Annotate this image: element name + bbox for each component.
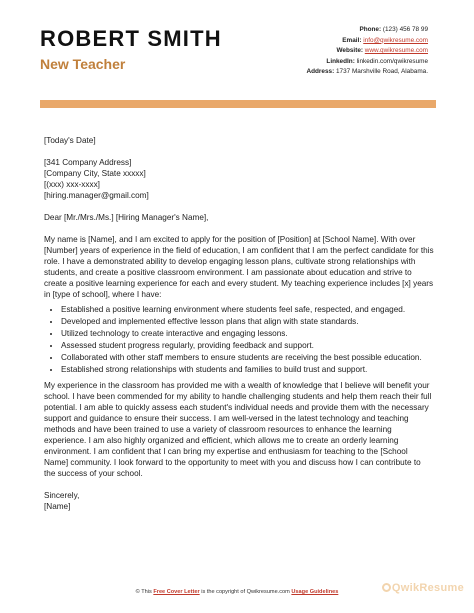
linkedin-label: LinkedIn: <box>326 57 355 65</box>
contact-linkedin <box>248 57 428 68</box>
list-item: • Developed and implemented effective lesson plans that align with state standards. <box>61 316 434 327</box>
free-cover-letter-link[interactable]: Free Cover Letter <box>153 589 200 595</box>
email-label: Email: <box>342 36 362 44</box>
phone-label: Phone: <box>359 26 382 33</box>
contact-phone <box>248 25 428 36</box>
closing-paragraph: My experience in the classroom has provided me with a wealth of knowledge that I believe will benefit your school. I have been commended for my ability to handle challenging students and help them reach their full potential. I am able to quickly assess each student's individual needs and provide them with the necessary support and guidance to ensure their success. I am well-versed in the latest technology and teaching methods and have been trained to use a variety of classroom resources to enhance the learning experience. I am also highly organized and efficient, which allows me to create an orderly learning environment. I am confident that I can bring my expertise and enthusiasm for teaching to the [School Name] community. I look forward to the opportunity to meet with you and discuss how I can contribute to the success of your school. <box>44 381 432 478</box>
letter-date: [Today's Date] <box>44 136 96 145</box>
recipient-line: [(xxx) xxx-xxxx] <box>44 180 100 189</box>
contact-block <box>248 25 428 78</box>
list-item: • Assessed student progress regularly, providing feedback and support. <box>61 340 434 351</box>
brand-watermark <box>382 582 464 594</box>
list-item: • Utilized technology to create interactive and engaging lessons. <box>61 328 434 339</box>
website-label: Website: <box>336 47 363 55</box>
address-value: 1737 Marshville Road, Alabama. <box>335 68 428 76</box>
contact-address <box>248 67 428 78</box>
brand-logo-icon <box>382 583 391 592</box>
signoff: Sincerely, <box>44 491 80 500</box>
intro-paragraph: My name is [Name], and I am excited to apply for the position of [Position] at [School Name]. With over [Number] years of experience in the field of education, I am confident that I am the perfect candidate for this role. I have a demonstrated ability to develop engaging lesson plans, cultivate strong relationships with students, and create a positive classroom environment. I am passionate about education and strive to create a positive learning experience for each and every student. My teaching experience includes [x] years in [type of school], where I have: <box>44 235 434 299</box>
achievements-list <box>44 304 434 375</box>
signature-name: [Name] <box>44 502 71 511</box>
recipient-line: [hiring.manager@gmail.com] <box>44 191 149 200</box>
contact-website <box>248 46 428 57</box>
applicant-role: New Teacher <box>40 56 126 72</box>
footer-prefix: © This <box>135 589 154 595</box>
recipient-block <box>44 157 434 201</box>
salutation: Dear [Mr./Mrs./Ms.] [Hiring Manager's Name], <box>44 213 209 222</box>
contact-email <box>248 36 428 47</box>
phone-value: (123) 456 78 99 <box>382 26 428 33</box>
recipient-line: [341 Company Address] <box>44 158 132 167</box>
letter-body <box>44 135 434 512</box>
linkedin-value: linkedin.com/qwikresume <box>356 57 428 65</box>
applicant-name: ROBERT SMITH <box>40 26 222 51</box>
email-link[interactable]: info@qwikresume.com <box>363 36 428 44</box>
list-item: • Established a positive learning environment where students feel safe, respected, and engaged. <box>61 304 434 315</box>
list-item: • Collaborated with other staff members to ensure students are receiving the best possible education. <box>61 352 434 363</box>
footer-middle: is the copyright of Qwikresume.com <box>199 589 292 595</box>
address-label: Address: <box>306 68 335 76</box>
header-divider <box>40 100 436 108</box>
usage-guidelines-link[interactable]: Usage Guidelines <box>291 589 339 595</box>
website-link[interactable]: www.qwikresume.com <box>364 47 428 55</box>
list-item: • Established strong relationships with students and families to build trust and support. <box>61 364 434 375</box>
brand-text: QwikResume <box>391 582 464 594</box>
recipient-line: [Company City, State xxxxx] <box>44 169 146 178</box>
